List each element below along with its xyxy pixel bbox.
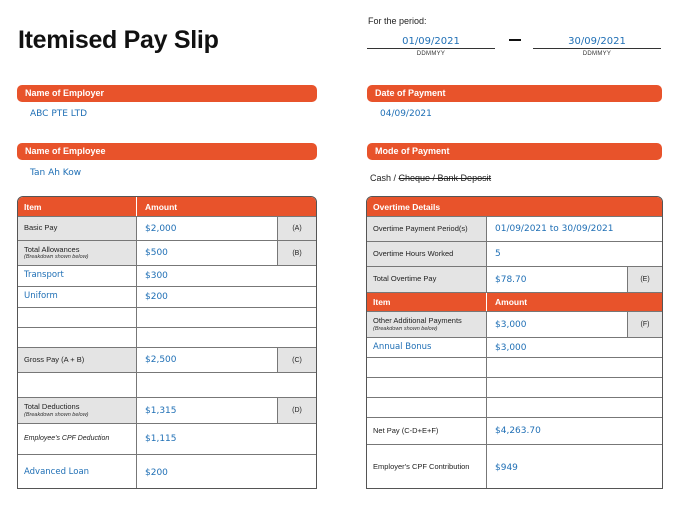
item-header: Item xyxy=(24,201,42,212)
other-payments-sub: (Breakdown shown below) xyxy=(373,325,438,332)
table-row xyxy=(18,265,316,286)
ot-pay-code: (E) xyxy=(627,267,662,292)
employer-header: Name of Employer xyxy=(17,85,317,102)
net-pay-label: Net Pay (C-D+E+F) xyxy=(373,425,439,435)
amount-header: Amount xyxy=(136,197,316,216)
table-row xyxy=(367,417,662,444)
employee-value: Tan Ah Kow xyxy=(30,168,82,178)
advanced-loan-label: Advanced Loan xyxy=(18,455,136,489)
amount-header: Amount xyxy=(486,293,662,311)
gross-pay-label: Gross Pay (A + B) xyxy=(18,348,136,372)
period-start-value: 01/09/2021 xyxy=(367,36,495,49)
overtime-header: Overtime Details xyxy=(373,201,441,212)
transport-label: Transport xyxy=(18,266,136,286)
cpf-deduction-label: Employee's CPF Deduction xyxy=(24,435,110,443)
ot-hours-value: 5 xyxy=(486,242,662,266)
payment-mode-struck: Cheque / Bank Deposit xyxy=(398,173,492,183)
period-dash xyxy=(509,39,521,41)
ot-pay-label: Total Overtime Pay xyxy=(367,267,486,292)
empty-cell xyxy=(486,398,662,417)
earnings-table xyxy=(17,196,317,489)
table-row xyxy=(18,454,316,489)
employer-cpf-amount: $949 xyxy=(486,445,662,489)
items-header-row xyxy=(367,292,662,311)
table-row xyxy=(18,423,316,454)
payment-date-header: Date of Payment xyxy=(367,85,662,102)
empty-cell xyxy=(486,378,662,397)
gross-pay-code: (C) xyxy=(277,348,316,372)
table-row xyxy=(18,216,316,240)
table-row xyxy=(367,216,662,241)
table-row xyxy=(367,397,662,417)
table-row xyxy=(18,397,316,423)
ot-period-value: 01/09/2021 to 30/09/2021 xyxy=(486,217,662,241)
uniform-label: Uniform xyxy=(18,287,136,307)
allowances-code: (B) xyxy=(277,241,316,265)
other-payments-code: (F) xyxy=(627,312,662,337)
payment-mode-header: Mode of Payment xyxy=(367,143,662,160)
table-row xyxy=(18,327,316,347)
basic-pay-label: Basic Pay xyxy=(18,217,136,240)
deductions-sub: (Breakdown shown below) xyxy=(24,411,89,418)
annual-bonus-amount: $3,000 xyxy=(486,338,662,357)
employer-value: ABC PTE LTD xyxy=(30,109,87,119)
table-row xyxy=(18,372,316,397)
deductions-amount: $1,315 xyxy=(136,398,277,423)
period-label: For the period: xyxy=(368,16,427,26)
uniform-amount: $200 xyxy=(136,287,316,307)
ot-hours-label: Overtime Hours Worked xyxy=(367,242,486,266)
table-row xyxy=(367,311,662,337)
table-row xyxy=(18,307,316,327)
table-row xyxy=(18,240,316,265)
table-row xyxy=(367,241,662,266)
transport-amount: $300 xyxy=(136,266,316,286)
allowances-amount: $500 xyxy=(136,241,277,265)
basic-pay-code: (A) xyxy=(277,217,316,240)
period-start-format: DDMMYY xyxy=(416,51,446,57)
table-row xyxy=(367,444,662,489)
annual-bonus-label: Annual Bonus xyxy=(367,338,486,357)
basic-pay-amount: $2,000 xyxy=(136,217,277,240)
period-start xyxy=(367,36,495,57)
employee-header: Name of Employee xyxy=(17,143,317,160)
payment-date-value: 04/09/2021 xyxy=(380,109,432,119)
ot-pay-value: $78.70 xyxy=(486,267,627,292)
gross-pay-amount: $2,500 xyxy=(136,348,277,372)
table-row xyxy=(18,347,316,372)
payment-mode-cash: Cash / xyxy=(370,173,399,183)
allowances-label-text: Total Allowances xyxy=(24,244,80,254)
item-header: Item xyxy=(373,297,391,307)
advanced-loan-amount: $200 xyxy=(136,455,316,489)
payment-mode-value xyxy=(370,173,491,183)
overtime-table xyxy=(366,196,663,489)
period-end-format: DDMMYY xyxy=(582,51,612,57)
other-payments-amount: $3,000 xyxy=(486,312,627,337)
cpf-deduction-amount: $1,115 xyxy=(136,424,316,454)
net-pay-amount: $4,263.70 xyxy=(486,418,662,444)
table-row xyxy=(367,337,662,357)
table-row xyxy=(367,357,662,377)
period-end-value: 30/09/2021 xyxy=(533,36,661,49)
table-row xyxy=(367,266,662,292)
empty-cell xyxy=(136,308,316,327)
allowances-sub: (Breakdown shown below) xyxy=(24,254,89,261)
other-payments-label-text: Other Additional Payments xyxy=(373,316,462,326)
overtime-header-row xyxy=(367,197,662,216)
employer-cpf-label: Employer's CPF Contribution xyxy=(373,462,470,472)
table-row xyxy=(18,286,316,307)
period-end xyxy=(533,36,661,57)
deductions-code: (D) xyxy=(277,398,316,423)
earnings-header-row xyxy=(18,197,316,216)
ot-period-label: Overtime Payment Period(s) xyxy=(367,217,486,241)
table-row xyxy=(367,377,662,397)
empty-cell xyxy=(486,358,662,377)
allowances-label xyxy=(18,241,136,265)
other-payments-label xyxy=(367,312,486,337)
deductions-label xyxy=(18,398,136,423)
empty-cell xyxy=(136,328,316,347)
empty-cell xyxy=(136,373,316,397)
page-title: Itemised Pay Slip xyxy=(18,26,219,54)
deductions-label-text: Total Deductions xyxy=(24,402,80,412)
